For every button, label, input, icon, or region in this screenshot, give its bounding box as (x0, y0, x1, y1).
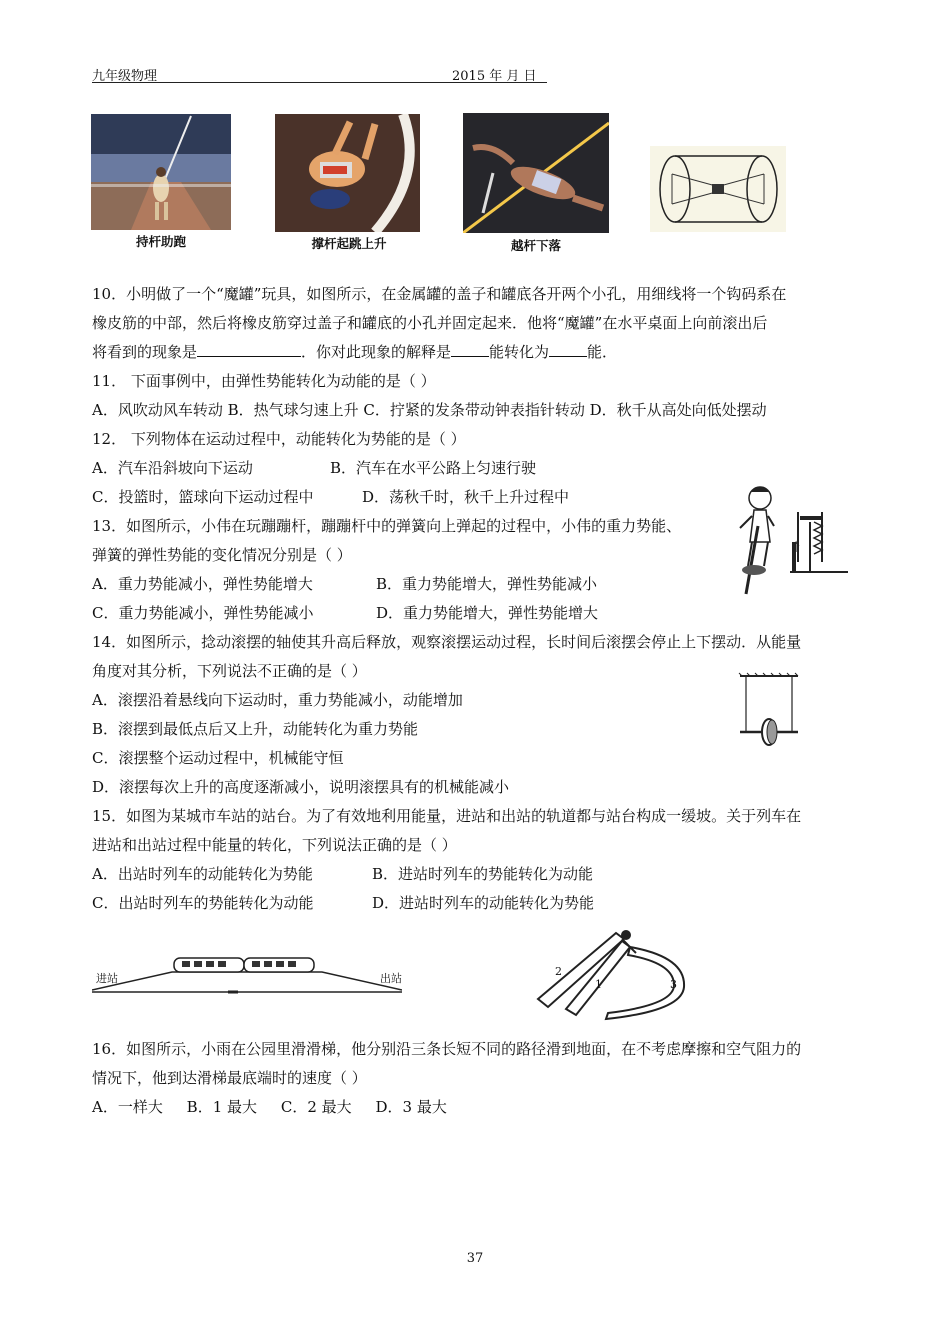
caption-pole-rise: 撑杆起跳上升 (311, 236, 387, 251)
q14-line2: 角度对其分析，下列说法不正确的是（ ） (92, 662, 367, 680)
q15-option-b: B．进站时列车的势能转化为动能 (372, 865, 594, 883)
q10-blank-energy-to[interactable] (549, 342, 587, 357)
q15-option-d: D．进站时列车的动能转化为势能 (372, 894, 595, 912)
label-slide-1: 1 (595, 978, 602, 991)
q14-option-a: A．滚摆沿着悬线向下运动时，重力势能减小，动能增加 (92, 691, 463, 709)
q10-text-d: 能． (587, 343, 618, 361)
q10-line1: 10．小明做了一个“魔罐”玩具，如图所示，在金属罐的盖子和罐底各开两个小孔，用细线将一个钩码系在 (92, 285, 787, 303)
station-slope-diagram (92, 948, 402, 996)
q10-blank-phenomenon[interactable] (197, 342, 301, 357)
q15-option-a: A．出站时列车的动能转化为势能 (92, 865, 313, 883)
q10-line2: 橡皮筋的中部，然后将橡皮筋穿过盖子和罐底的小孔并固定起来．他将“魔罐”在水平桌面上向前滚出后 (92, 314, 768, 332)
magic-can-diagram (650, 146, 786, 232)
q11-stem: 11． 下面事例中，由弹性势能转化为动能的是（ ） (92, 372, 436, 390)
maxwell-wheel-figure (738, 672, 800, 746)
q16-line1: 16．如图所示，小雨在公园里滑滑梯，他分别沿三条长短不同的路径滑到地面，在不考虑摩擦和空气阻力的 (92, 1040, 802, 1058)
q15-option-c: C．出站时列车的势能转化为动能 (92, 894, 314, 912)
header-rule (92, 82, 547, 83)
q13-line1: 13．如图所示，小伟在玩蹦蹦杆，蹦蹦杆中的弹簧向上弹起的过程中，小伟的重力势能、 (92, 517, 682, 535)
header-date: 2015 年 月 日 (452, 69, 537, 84)
q13-option-d: D．重力势能增大，弹性势能增大 (376, 604, 599, 622)
q12-stem: 12． 下列物体在运动过程中，动能转化为势能的是（ ） (92, 430, 466, 448)
photo-pole-run (91, 114, 231, 230)
q11-options: A．风吹动风车转动 B．热气球匀速上升 C．拧紧的发条带动钟表指针转动 D．秋千从高处向低处摆动 (92, 401, 767, 419)
q13-line2: 弹簧的弹性势能的变化情况分别是（ ） (92, 546, 352, 564)
pogo-stick-figure (730, 482, 856, 602)
q15-line1: 15．如图为某城市车站的站台。为了有效地利用能量，进站和出站的轨道都与站台构成一缓坡。关于列车在 (92, 807, 802, 825)
header-subject: 九年级物理 (92, 69, 158, 84)
q15-line2: 进站和出站过程中能量的转化，下列说法正确的是（ ） (92, 836, 457, 854)
q14-option-b: B．滚摆到最低点后又上升，动能转化为重力势能 (92, 720, 419, 738)
q10-line3 (92, 342, 617, 362)
q16-options: A．一样大 B．1 最大 C．2 最大 D．3 最大 (92, 1098, 447, 1116)
q10-text-c: 能转化为 (489, 343, 550, 361)
q12-option-c: C．投篮时，篮球向下运动过程中 (92, 488, 314, 506)
q14-line1: 14．如图所示，捻动滚摆的轴使其升高后释放，观察滚摆运动过程，长时间后滚摆会停止上下摆动．从能量 (92, 633, 802, 651)
label-station-in: 进站 (96, 972, 118, 985)
label-slide-3: 3 (670, 978, 677, 991)
q13-option-a: A．重力势能减小，弹性势能增大 (92, 575, 313, 593)
caption-pole-run: 持杆助跑 (135, 234, 186, 249)
photo-pole-rise (275, 114, 420, 232)
q13-option-b: B．重力势能增大，弹性势能减小 (376, 575, 598, 593)
q13-option-c: C．重力势能减小，弹性势能减小 (92, 604, 314, 622)
q12-option-d: D．荡秋千时，秋千上升过程中 (362, 488, 570, 506)
q12-option-b: B．汽车在水平公路上匀速行驶 (330, 459, 537, 477)
q10-text-a: 将看到的现象是 (92, 343, 198, 361)
q10-text-b: ．你对此现象的解释是 (301, 343, 452, 361)
label-slide-2: 2 (555, 965, 562, 978)
photo-bar-fall (463, 113, 609, 233)
label-station-out: 出站 (380, 972, 402, 985)
page-number: 37 (466, 1251, 484, 1266)
q14-option-c: C．滚摆整个运动过程中，机械能守恒 (92, 749, 344, 767)
q12-option-a: A．汽车沿斜坡向下运动 (92, 459, 253, 477)
q10-blank-energy-from[interactable] (451, 342, 489, 357)
caption-bar-fall: 越杆下落 (510, 238, 561, 253)
q16-line2: 情况下，他到达滑梯最底端时的速度（ ） (92, 1069, 367, 1087)
q14-option-d: D．滚摆每次上升的高度逐渐减小，说明滚摆具有的机械能减小 (92, 778, 510, 796)
